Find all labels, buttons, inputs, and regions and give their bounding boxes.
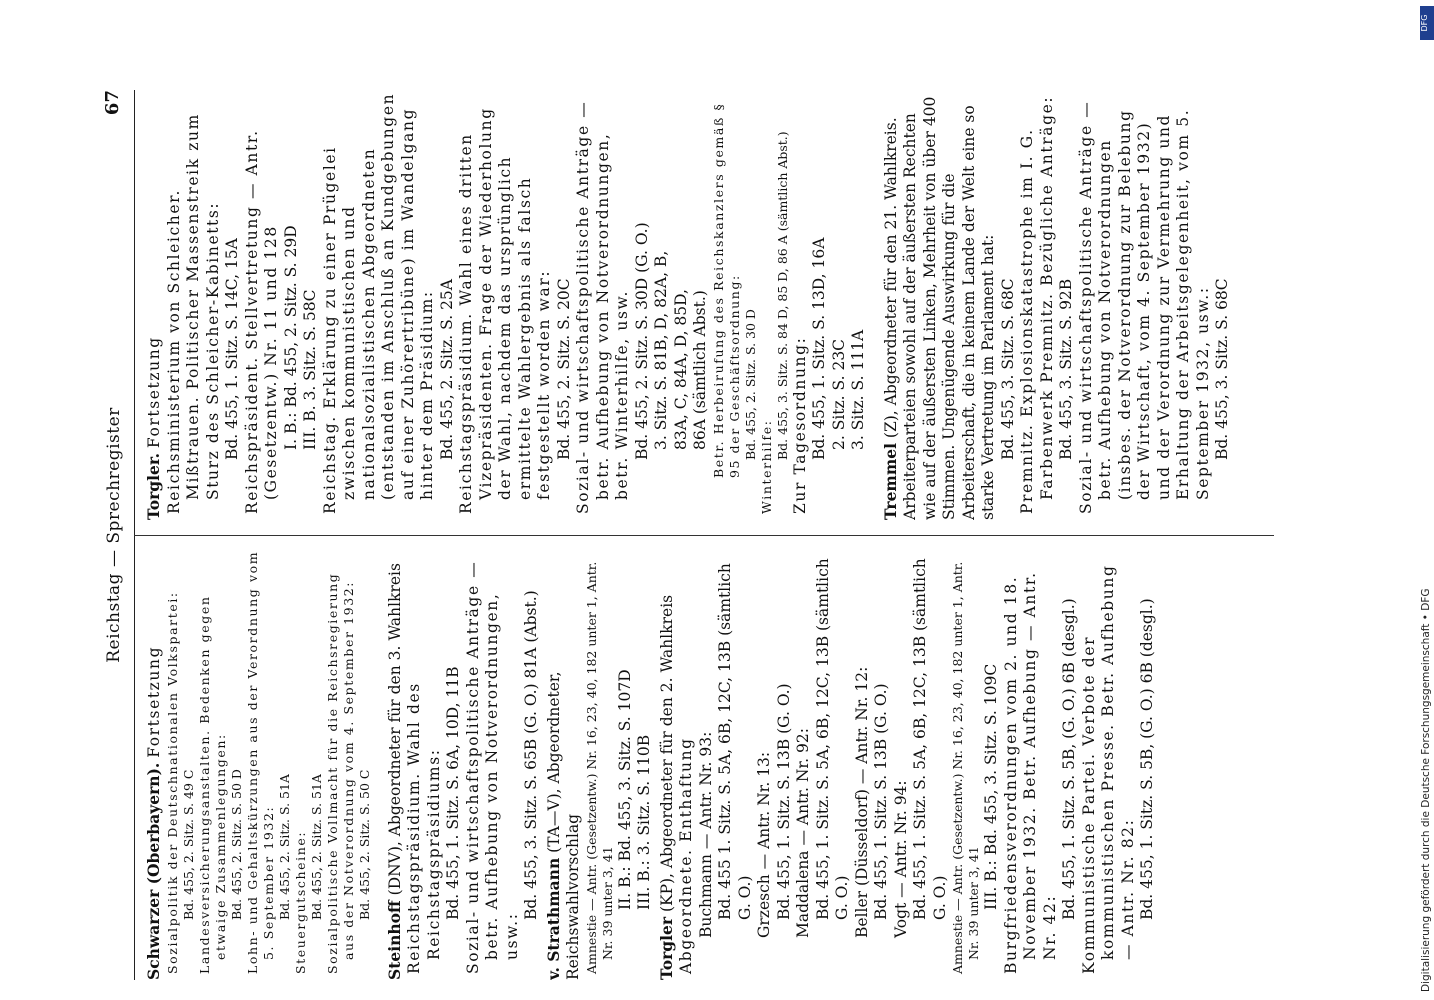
entry-schwarzer [144, 550, 373, 980]
reference: II. B.: Bd. 455, 3. Sitz. S. 107D [615, 669, 634, 910]
reference: Bd. 455, 1. Sitz. S. 13B (G. O.) [774, 683, 793, 920]
reference: Bd. 455, 2. Sitz. S. 50 C [356, 769, 372, 920]
speaker-description: (DNV), Abgeordneter für den 3. Wahlkreis [385, 563, 404, 896]
register-page [100, 90, 1340, 980]
topic: Zur Tagesordnung: [790, 336, 809, 514]
page-number: 67 [102, 90, 123, 116]
reference: Bd. 455, 3. Sitz. S. 65B (G. O.) 81A (Abst.) [522, 590, 540, 920]
right-column [144, 90, 1334, 520]
entry-strathmann [544, 550, 655, 980]
running-title: Reichstag — Sprechregister [104, 407, 124, 663]
speaker-name: v. Strathmann [543, 857, 563, 980]
reference: III. B.: 3. Sitz. S. 110B [635, 734, 653, 910]
topic: Sozialpolitische Vollmacht für die Reichsregierung aus der Notverordnung vom 4. September 1932: [324, 572, 356, 974]
topic: Premnitz. Explosionskatastrophe im I. G. Farbenwerk Premnitz. Bezügliche Anträge: [1018, 95, 1056, 514]
reference: Bd. 455, 1. Sitz. S. 5A, 6B, 12C, 13B (sämtlich G. O.) [911, 558, 949, 920]
reference: 83A, C, 84A, D, 85D, [671, 289, 690, 450]
reference: I. B.: Bd. 455, 2. Sitz. S. 29D [281, 225, 300, 450]
entry-tremmel [881, 90, 1233, 520]
sub-topic: Maddalena — Antr. Nr. 92: [794, 728, 812, 938]
entry-torgler [657, 550, 1158, 980]
reference: Bd. 455, 1. Sitz. S. 5B, (G. O.) 6B (desgl.) [1138, 598, 1156, 920]
reference: Bd. 455, 2. Sitz. S. 51A [276, 774, 292, 920]
topic: Sozial- und wirtschaftspolitische Anträge — betr. Aufhebung von Notverordnungen, usw.: [463, 560, 521, 974]
sub-topic: Grzesch — Antr. Nr. 13: [755, 751, 773, 938]
topic: Steuergutscheine: [292, 830, 308, 974]
speaker-name: Tremmel [880, 443, 900, 520]
reference: Bd. 455, 3. Sitz. S. 68C [1213, 278, 1231, 460]
reference: Bd. 455, 1. Sitz. S. 13D, 16A [810, 237, 828, 460]
topic: Lohn- und Gehaltskürzungen aus der Verordnung vom 5. September 1932: [244, 550, 276, 974]
reference: 2. Sitz. S. 23C [829, 338, 848, 450]
reference: Bd. 455 1. Sitz. S. 5A, 6B, 12C, 13B (sämtlich G. O.) [716, 563, 754, 920]
reference: Bd. 455, 3. Sitz. S. 92B [1057, 278, 1075, 460]
reference: 3. Sitz. S. 81B, D, 82A, B, [652, 250, 670, 450]
speaker-description: (Z), Abgeordneter für den 21. Wahlkreis. Arbeiterparteien sowohl auf der äußersten Rechten wie auf der äußersten Linken, Mehrheit von über 400 Stimmen. Ungenügende Auswirkung für die Arbeiterschaft, die in keinem Lande der Welt eine so starke Vertretung im Parlament hat: [881, 96, 997, 520]
topic: Sozial- und wirtschaftspolitische Anträge — betr. Aufhebung von Notverordnungen (insbes. der Notverordnung zur Belebung der Wirtschaft, vom 4. September 1932) und der Verordnung zur Vermehrung und Erhaltung der Arbeitsgelegenheit, vom 5. September 1932, usw.: [1076, 100, 1212, 514]
topic: Abgeordnete. Enthaftung [677, 737, 695, 974]
entry-torgler-cont [144, 90, 869, 520]
reference: Bd. 455, 2. Sitz. S. 50 D [228, 769, 244, 920]
speaker-name: Schwarzer (Oberbayern). [144, 762, 163, 980]
topic: Amnestie — Antr. (Gesetzentw.) Nr. 16, 23, 40, 182 unter 1, Antr. Nr. 39 unter 3, 41 [583, 561, 615, 974]
reference: 3. Sitz. S. 111A [849, 329, 867, 450]
reference: Bd. 455, 1. Sitz. S. 6A, 10D, 11B [444, 666, 462, 920]
reference: Bd. 455, 3. Sitz. S. 68C [998, 278, 1017, 460]
topic: Amnestie — Antr. (Gesetzentw.) Nr. 16, 23, 40, 182 unter 1, Antr. Nr. 39 unter 3, 41 [950, 561, 981, 974]
reference: Bd. 455, 2. Sitz. S. 20C [554, 278, 573, 460]
speaker-name: Steinhoff [384, 900, 404, 980]
sub-topic: Beller (Düsseldorf) — Antr. Nr. 12: [852, 666, 871, 938]
reference: Bd. 455, 2. Sitz. S. 30 D [742, 309, 758, 460]
topic: Burgfriedensverordnungen vom 2. und 18. November 1932. Betr. Aufhebung — Antr. Nr. 42: [1001, 571, 1059, 974]
reference: Bd. 455, 2. Sitz. S. 30D (G. O.) [632, 222, 651, 460]
speaker-name: Torgler [656, 916, 676, 980]
topic: Reichsministerium von Schleicher. Mißtrauen. Politischer Massenstreik zum Sturz des Schleicher-Kabinetts: [164, 113, 222, 514]
reference: Bd. 455, 1. Sitz. S. 14C, 15A [223, 238, 241, 460]
speaker-name: Torgler. [144, 453, 163, 520]
reference: Bd. 455, 2. Sitz. S. 25A [437, 279, 456, 460]
sub-topic: Vogt — Antr. Nr. 94: [891, 780, 910, 938]
column-separator [134, 535, 1274, 536]
speaker-description: (KP), Abgeordneter für den 2. Wahlkreis [657, 594, 676, 913]
reference: III. B. 3. Sitz. S. 58C [301, 289, 319, 450]
topic: Reichstagspräsidium. Wahl eines dritten Vizepräsidenten. Frage der Wiederholung der Wahl, nachdem das ursprünglich ermittelte Wahlergebnis als falsch festgestellt worden war: [457, 107, 553, 514]
topic: Reichstagspräsidium. Wahl des Reichstagspräsidiums: [405, 682, 443, 974]
continuation-label: Fortsetzung [145, 645, 163, 758]
digitisation-credit: Digitalisierung gefördert durch die Deutsche Forschungsgemeinschaft • DFG [1420, 588, 1432, 992]
topic: Reichstag. Erklärung zu einer Prügelei zwischen kommunistischen und nationalsozialistischen Abgeordneten (entstanden im Anschluß an Kundgebungen auf einer Zuhörertribüne) im Wandelgang hinter dem Präsidium: [320, 92, 436, 514]
page-header [100, 90, 134, 980]
reference: Bd. 455, 2. Sitz. S. 51A [308, 774, 324, 920]
dfg-logo-text: DFG [1420, 14, 1429, 32]
reference: Bd. 455, 3. Sitz. S. 84 D, 85 D, 86 A (sämtlich Abst.) [774, 131, 790, 460]
entry-steinhoff [385, 550, 542, 980]
topic: Sozial- und wirtschaftspolitische Anträge — betr. Aufhebung von Notverordnungen, betr. Winterhilfe, usw. [574, 100, 631, 514]
topic: Kommunistische Partei. Verbote der kommunistischen Presse. Betr. Aufhebung — Antr. Nr. 82: [1079, 564, 1137, 974]
reference: Bd. 455, 1. Sitz. S. 5A, 6B, 12C, 13B (sämtlich G. O.) [813, 558, 851, 920]
reference: III. B.: Bd. 455, 3. Sitz. S. 109C [982, 663, 1000, 910]
speaker-description: (TA—V), Abgeordneter, Reichswahlvorschlag [544, 671, 582, 980]
left-column [144, 550, 1334, 980]
reference: Bd. 455, 2. Sitz. S. 49 C [180, 769, 196, 920]
topic: Reichspräsident. Stellvertretung — Antr. (Gesetzentw.) Nr. 11 und 128 [242, 129, 280, 514]
reference: Bd. 455, 1. Sitz. S. 13B (G. O.) [872, 683, 890, 920]
reference: Bd. 455, 1. Sitz. S. 5B, (G. O.) 6B (desgl.) [1060, 598, 1078, 920]
topic: Sozialpolitik der Deutschnationalen Volkspartei: [164, 591, 180, 974]
continuation-label: Fortsetzung [145, 336, 163, 449]
sub-topic: Buchmann — Antr. Nr. 93: [696, 731, 715, 938]
reference: 86A (sämtlich Abst.) [691, 290, 709, 450]
sub-topic: Betr. Herbeirufung des Reichskanzlers gemäß § 95 der Geschäftsordnung: [710, 102, 742, 478]
topic: Winterhilfe: [758, 419, 774, 514]
topic: Landesversicherungsanstalten. Bedenken gegen etwaige Zusammenlegungen: [196, 595, 228, 974]
